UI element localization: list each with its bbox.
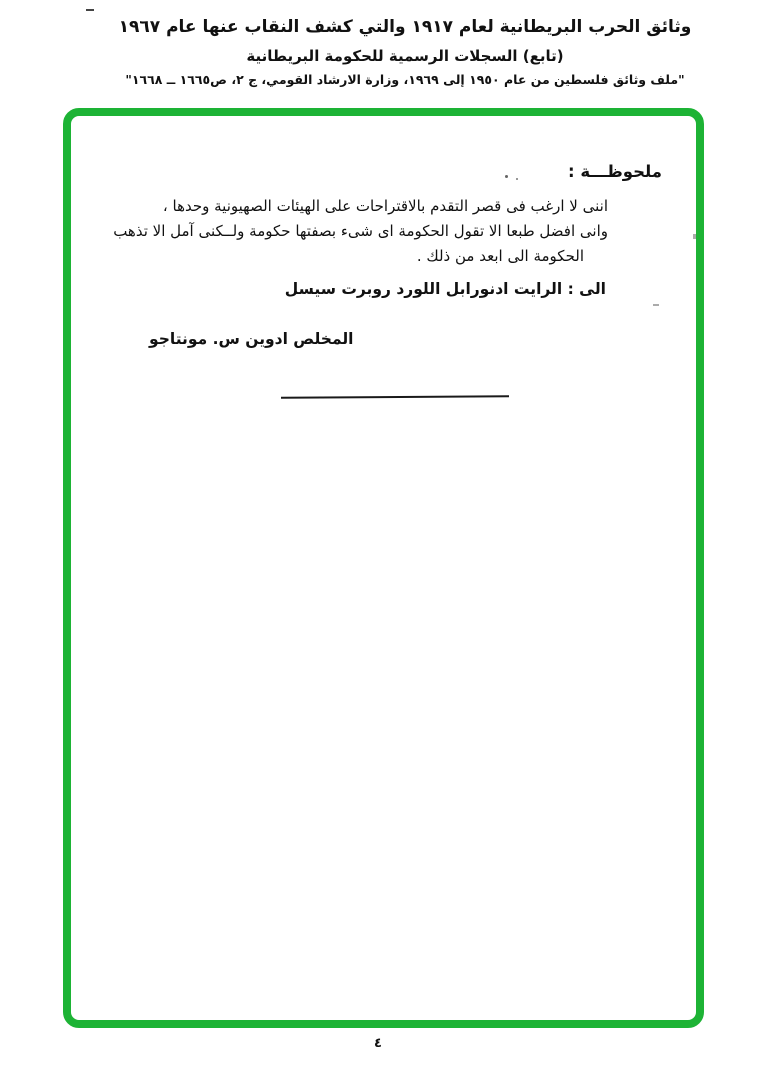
note-body-line: اننى لا ارغب فى قصر التقدم بالاقتراحات على الهيئات الصهيونية وحدها ، [162,197,608,215]
scan-speck [505,175,508,178]
signature-line: المخلص ادوين س. مونتاجو [149,330,354,348]
note-body [113,194,608,269]
scan-speck [516,178,518,180]
header-subtitle-line: (تابع) السجلات الرسمية للحكومة البريطانية [246,47,564,65]
header-source-line: "ملف وثائق فلسطين من عام ١٩٥٠ إلى ١٩٦٩، وزارة الارشاد القومي، ج ٢، ص١٦٦٥ ــ ١٦٦٨" [125,72,685,87]
scan-artifact-dash [86,9,94,11]
page-number: ٤ [374,1036,382,1051]
signature-divider-line [281,395,509,399]
note-box [63,108,704,1028]
scan-speck [653,304,659,306]
scan-speck [693,234,696,239]
note-heading: ملحوظـــة : [568,162,662,181]
document-header [90,14,720,90]
note-body-line: الحكومة الى ابعد من ذلك . [416,247,584,265]
header-title-line: وثائق الحرب البريطانية لعام ١٩١٧ والتي كشف النقاب عنها عام ١٩٦٧ [118,17,692,37]
addressee-line: الى : الرايت ادنورابل اللورد روبرت سيسل [284,280,606,298]
note-body-line: وانى افضل طبعا الا تقول الحكومة اى شىء بصفتها حكومة ولــكنى آمل الا تذهب [113,222,608,240]
